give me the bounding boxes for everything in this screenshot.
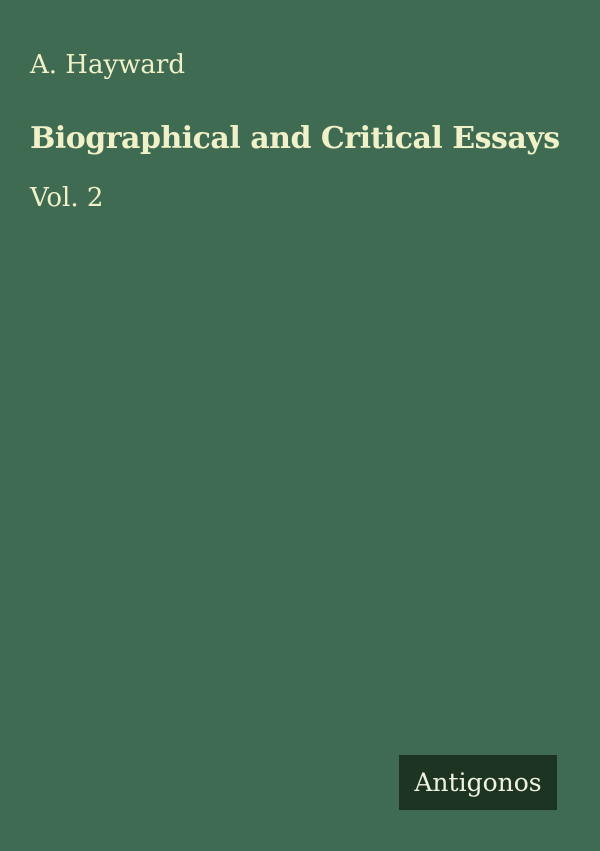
book-title: Biographical and Critical Essays [30, 121, 560, 156]
author-name: A. Hayward [30, 50, 185, 80]
volume-label: Vol. 2 [30, 183, 104, 213]
publisher-name: Antigonos [414, 768, 542, 797]
publisher-badge [399, 755, 557, 810]
